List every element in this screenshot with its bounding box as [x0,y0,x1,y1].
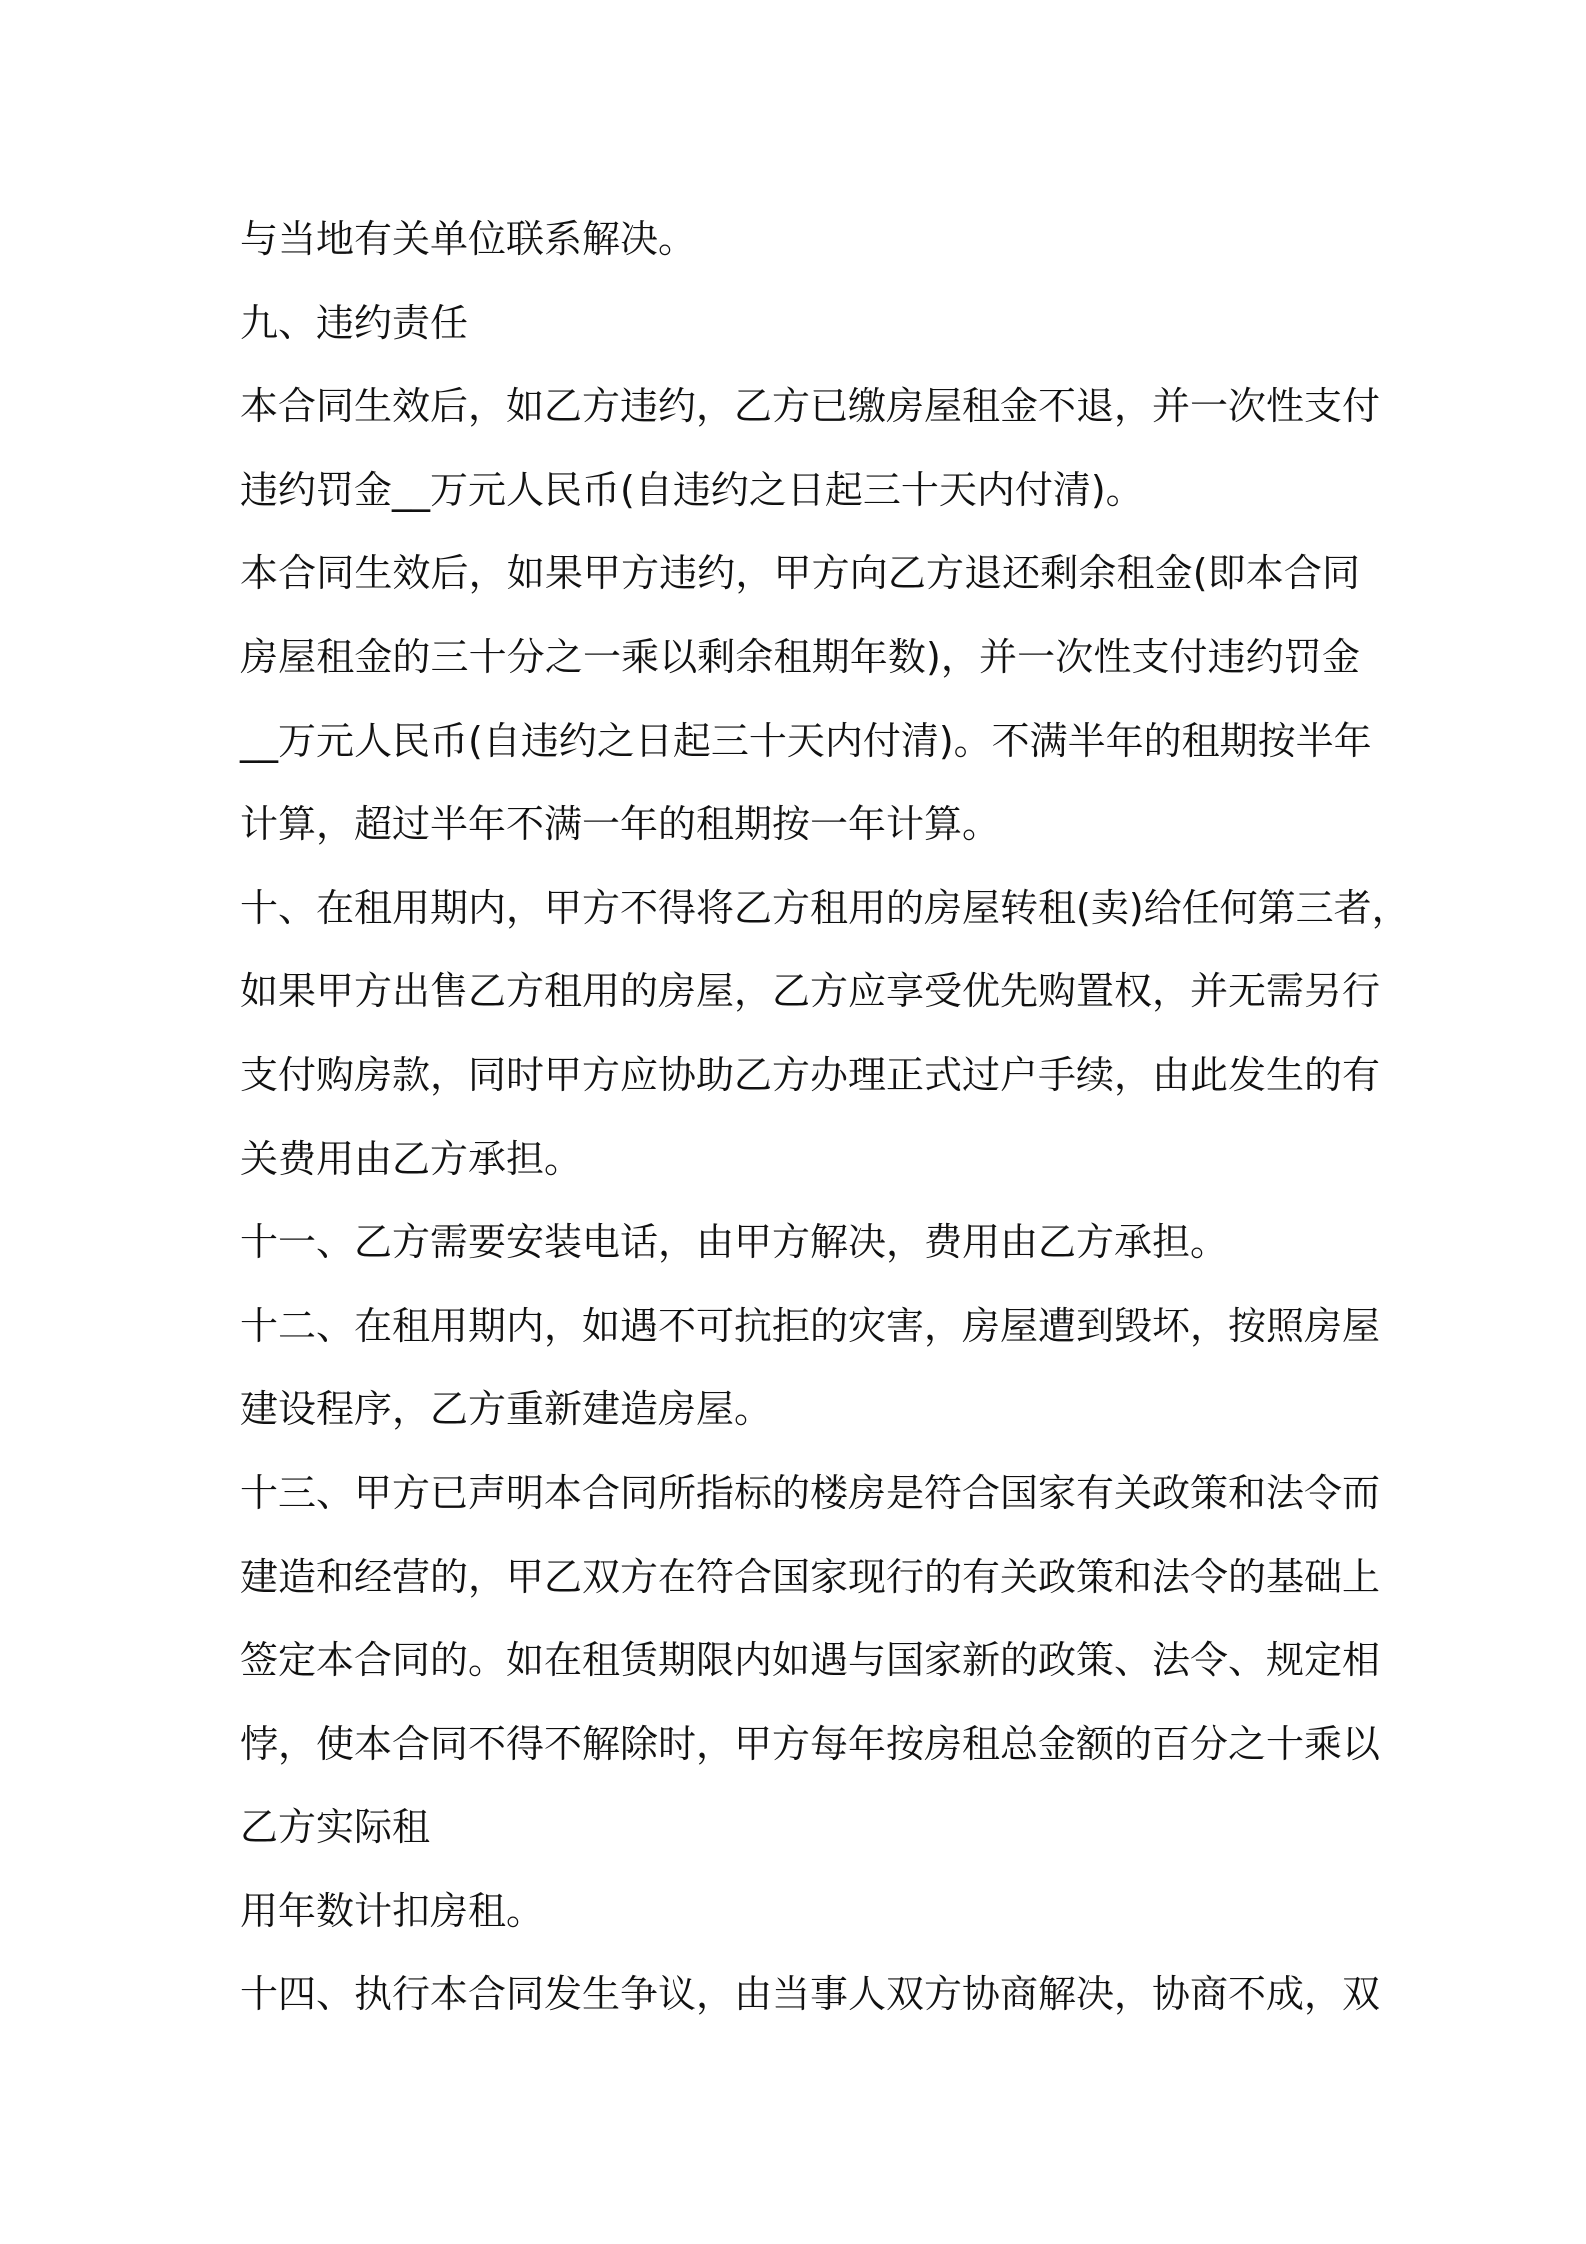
text-line: 十四、执行本合同发生争议，由当事人双方协商解决，协商不成，双 [240,1972,1381,2017]
text-line: 房屋租金的三十分之一乘以剩余租期年数)，并一次性支付违约罚金 [240,634,1360,679]
section-heading-breach-liability: 九、违约责任 [240,300,469,345]
text-line: 违约罚金__万元人民币(自违约之日起三十天内付清)。 [240,467,1144,512]
text-line: 十、在租用期内，甲方不得将乙方租用的房屋转租(卖)给任何第三者， [240,885,1410,930]
text-line: 建造和经营的，甲乙双方在符合国家现行的有关政策和法令的基础上 [240,1554,1381,1599]
text-line: 用年数计扣房租。 [240,1888,545,1933]
text-line: 本合同生效后，如乙方违约，乙方已缴房屋租金不退，并一次性支付 [240,384,1381,429]
text-line: 签定本合同的。如在租赁期限内如遇与国家新的政策、法令、规定相 [240,1638,1381,1683]
text-line: 乙方实际租 [240,1805,431,1850]
text-line: 与当地有关单位联系解决。 [240,217,697,261]
text-line: 十三、甲方已声明本合同所指标的楼房是符合国家有关政策和法令而 [240,1470,1381,1515]
text-line: 十二、在租用期内，如遇不可抗拒的灾害，房屋遭到毁坏，按照房屋 [240,1303,1381,1348]
text-line: 支付购房款，同时甲方应协助乙方办理正式过户手续，由此发生的有 [240,1052,1381,1097]
text-line: 关费用由乙方承担。 [240,1136,583,1181]
text-line: 如果甲方出售乙方租用的房屋，乙方应享受优先购置权，并无需另行 [240,969,1381,1014]
text-line: 计算，超过半年不满一年的租期按一年计算。 [240,802,1001,847]
text-line: 悖，使本合同不得不解除时，甲方每年按房租总金额的百分之十乘以 [240,1721,1381,1766]
text-line: __万元人民币(自违约之日起三十天内付清)。不满半年的租期按半年 [240,718,1372,763]
contract-body [240,198,1410,2037]
text-line: 建设程序，乙方重新建造房屋。 [240,1387,773,1432]
text-line: 本合同生效后，如果甲方违约，甲方向乙方退还剩余租金(即本合同 [240,551,1360,596]
text-line: 十一、乙方需要安装电话，由甲方解决，费用由乙方承担。 [240,1220,1229,1265]
